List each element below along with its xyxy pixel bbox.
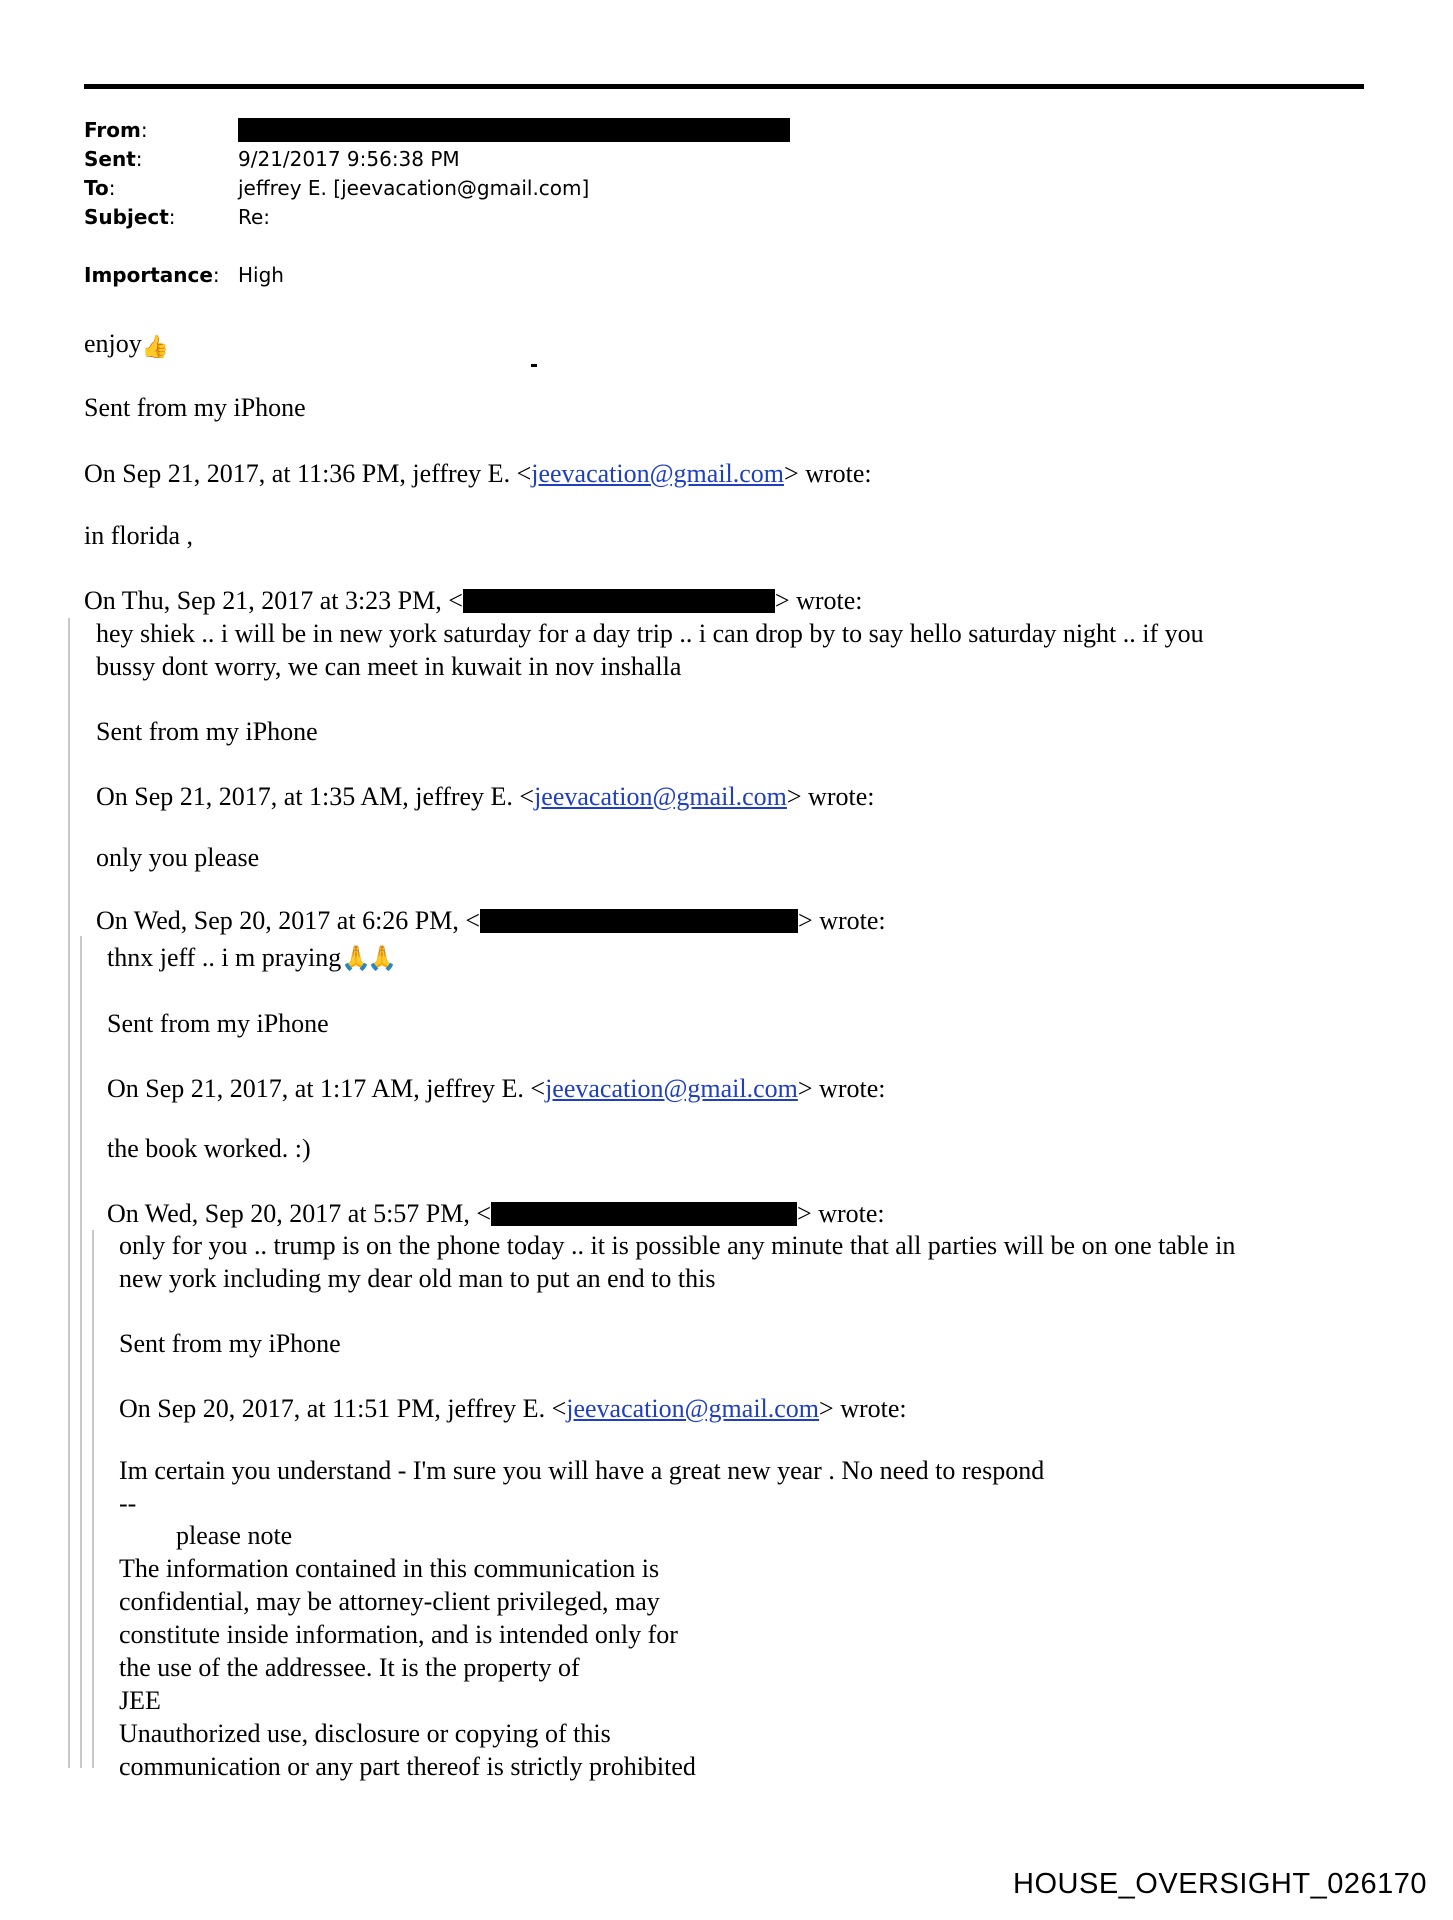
disclaimer-line: communication or any part thereof is strictly prohibited <box>119 1752 696 1781</box>
top-divider <box>84 84 1364 89</box>
quote-text: in florida , <box>84 521 194 550</box>
quote-line: new york including my dear old man to put an end to this <box>119 1264 716 1293</box>
message-signature: Sent from my iPhone <box>84 393 306 422</box>
quote-text: only you please <box>96 843 260 872</box>
importance-value: High <box>238 263 284 287</box>
quote-signature: Sent from my iPhone <box>96 717 318 746</box>
disclaimer-line: Unauthorized use, disclosure or copying of this <box>119 1719 611 1748</box>
quote-line: only for you .. trump is on the phone today .. it is possible any minute that all parties will be on one table in <box>119 1231 1236 1260</box>
quote-intro: On Wed, Sep 20, 2017 at 6:26 PM, < > wrote: <box>96 906 886 935</box>
redacted-email <box>480 909 798 933</box>
quote-intro: On Thu, Sep 21, 2017 at 3:23 PM, < > wrote: <box>84 586 863 615</box>
quote-text: thnx jeff .. i m praying🙏🙏 <box>107 943 393 972</box>
redacted-email <box>463 589 775 613</box>
subject-value: Re: <box>238 205 271 229</box>
from-label: From: <box>84 118 148 142</box>
quote-intro: On Sep 20, 2017, at 11:51 PM, jeffrey E. <jeevacation@gmail.com> wrote: <box>119 1394 907 1423</box>
quote-intro: On Sep 21, 2017, at 1:35 AM, jeffrey E. <jeevacation@gmail.com> wrote: <box>96 782 875 811</box>
quote-bar <box>92 1230 94 1768</box>
disclaimer-line: JEE <box>119 1686 161 1715</box>
quote-intro: On Wed, Sep 20, 2017 at 5:57 PM, < > wrote: <box>107 1199 885 1228</box>
quote-bar <box>68 618 70 1768</box>
sent-value: 9/21/2017 9:56:38 PM <box>238 147 460 171</box>
thumbs-up-icon: 👍 <box>141 335 170 360</box>
quote-text: the book worked. :) <box>107 1134 311 1163</box>
scan-artifact <box>531 364 537 367</box>
note-title: please note <box>176 1521 293 1550</box>
disclaimer-line: the use of the addressee. It is the property of <box>119 1653 580 1682</box>
disclaimer-line: The information contained in this communication is <box>119 1554 660 1583</box>
to-label: To: <box>84 176 116 200</box>
to-value: jeffrey E. [jeevacation@gmail.com] <box>238 176 590 200</box>
quote-signature: Sent from my iPhone <box>119 1329 341 1358</box>
disclaimer-line: confidential, may be attorney-client privileged, may <box>119 1587 660 1616</box>
email-link[interactable]: jeevacation@gmail.com <box>545 1074 798 1103</box>
quote-signature: Sent from my iPhone <box>107 1009 329 1038</box>
email-link[interactable]: jeevacation@gmail.com <box>534 782 787 811</box>
quote-intro: On Sep 21, 2017, at 1:17 AM, jeffrey E. <jeevacation@gmail.com> wrote: <box>107 1074 886 1103</box>
redacted-email <box>491 1202 797 1226</box>
signature-dashes: -- <box>119 1489 137 1518</box>
message-text: enjoy👍 <box>84 328 169 364</box>
sent-label: Sent: <box>84 147 143 171</box>
quote-line: hey shiek .. i will be in new york saturday for a day trip .. i can drop by to say hello saturday night .. if you <box>96 619 1204 648</box>
disclaimer-line: constitute inside information, and is intended only for <box>119 1620 678 1649</box>
quote-text: Im certain you understand - I'm sure you will have a great new year . No need to respond <box>119 1456 1045 1485</box>
quote-line: bussy dont worry, we can meet in kuwait in nov inshalla <box>96 652 682 681</box>
quote-intro: On Sep 21, 2017, at 11:36 PM, jeffrey E. <jeevacation@gmail.com> wrote: <box>84 459 872 488</box>
bates-number: HOUSE_OVERSIGHT_026170 <box>1013 1868 1427 1900</box>
subject-label: Subject: <box>84 205 176 229</box>
email-link[interactable]: jeevacation@gmail.com <box>566 1394 820 1423</box>
praying-hands-icon: 🙏🙏 <box>341 944 393 972</box>
quote-bar <box>80 936 82 1768</box>
from-value-redacted <box>238 116 790 142</box>
importance-label: Importance: <box>84 263 220 287</box>
email-link[interactable]: jeevacation@gmail.com <box>531 459 785 488</box>
